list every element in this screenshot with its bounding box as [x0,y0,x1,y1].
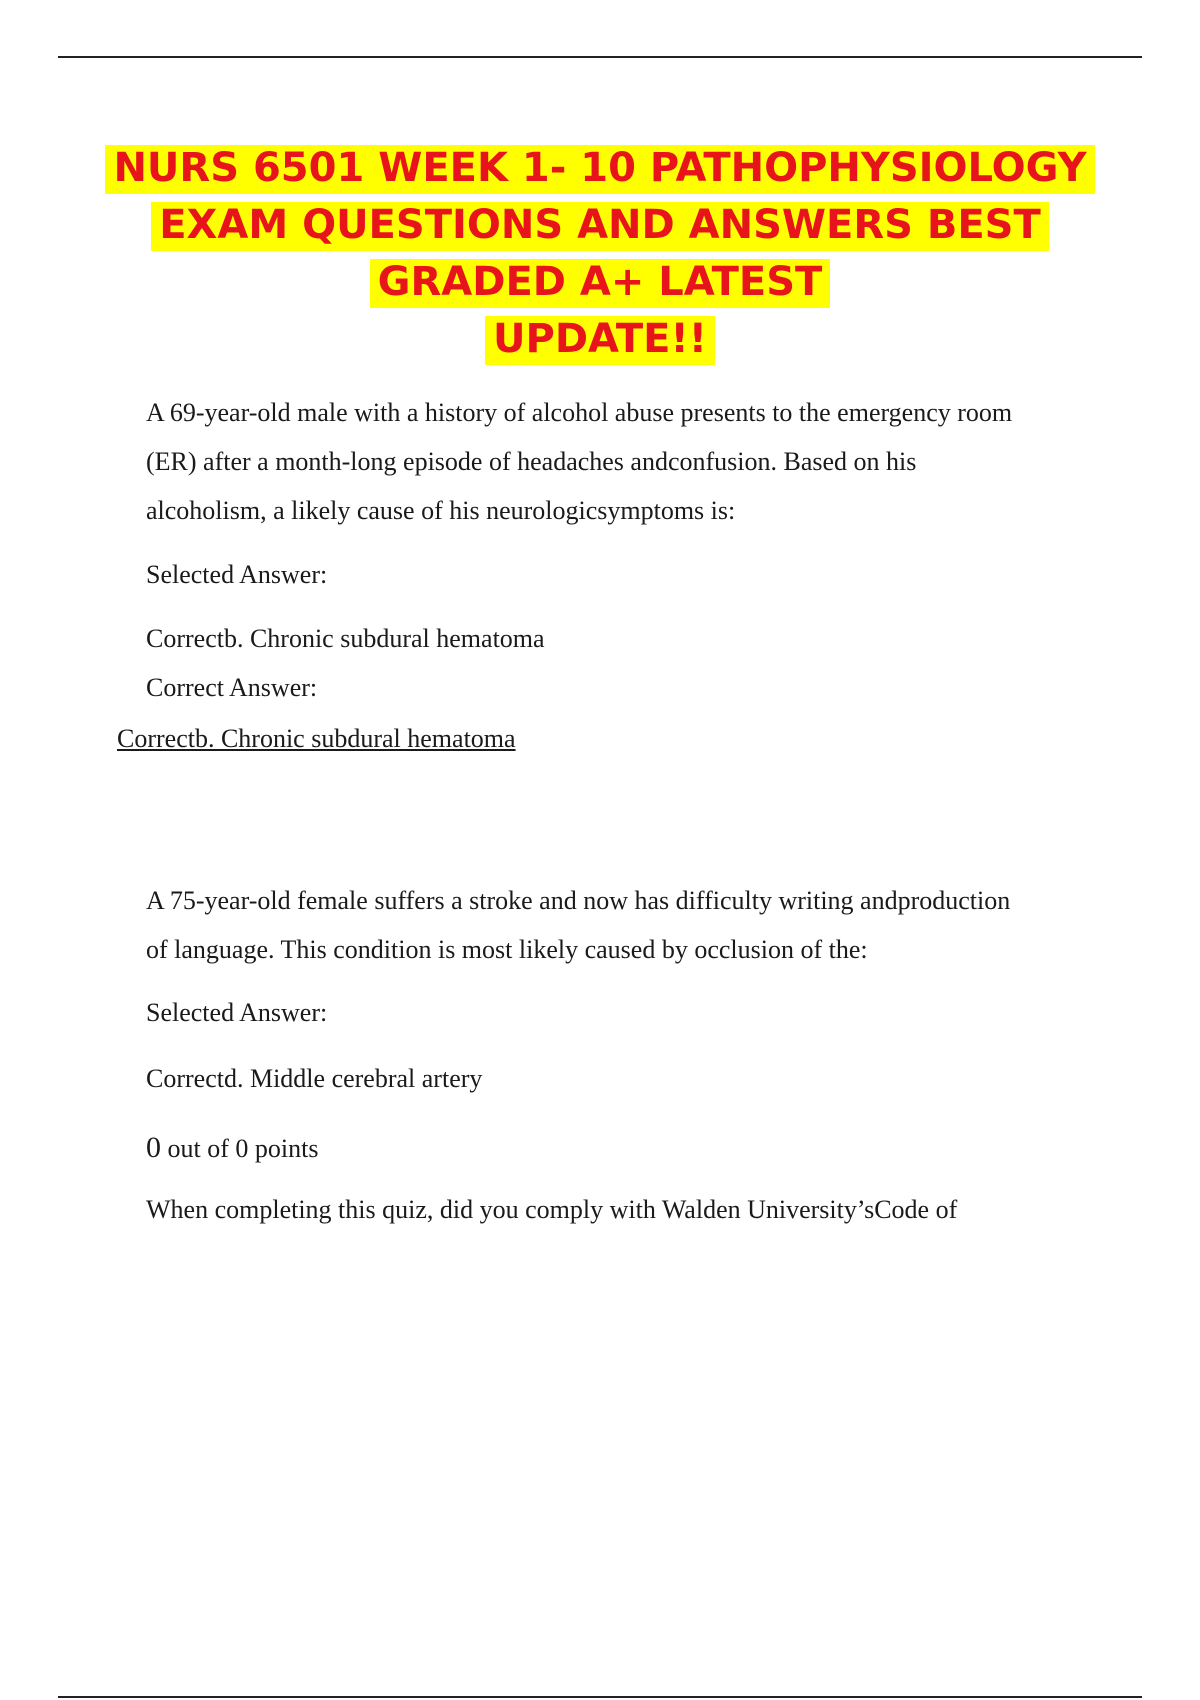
question-1-prompt-line: (ER) after a month-long episode of headaches andconfusion. Based on his [146,447,917,476]
document-title [0,140,1200,368]
question-1-prompt-line: A 69-year-old male with a history of alcohol abuse presents to the emergency room [146,398,1013,427]
bottom-rule [58,1696,1142,1698]
title-line-2: EXAM QUESTIONS AND ANSWERS BEST [151,202,1049,251]
title-line-3: GRADED A+ LATEST [370,259,831,308]
question-3-prompt-line: When completing this quiz, did you comply with Walden University’sCode of [146,1195,958,1224]
question-2-selected-answer: Correctd. Middle cerebral artery [146,1064,483,1093]
question-1-selected-label: Selected Answer: [146,560,328,589]
title-line-4: UPDATE!! [485,316,715,365]
points-text: out of 0 points [161,1134,319,1163]
question-3-prompt [146,1185,957,1234]
question-1-prompt [146,388,1012,535]
question-1-correct-answer: Correctb. Chronic subdural hematoma [117,724,516,753]
points-number: 0 [146,1131,161,1164]
top-rule [58,56,1142,58]
question-1-prompt-line: alcoholism, a likely cause of his neurologicsymptoms is: [146,496,736,525]
question-2-prompt-line: A 75-year-old female suffers a stroke and now has difficulty writing andproduction [146,886,1011,915]
question-2-points [146,1123,318,1173]
question-2-prompt-line: of language. This condition is most likely caused by occlusion of the: [146,935,868,964]
title-line-1: NURS 6501 WEEK 1- 10 PATHOPHYSIOLOGY [105,145,1094,194]
question-1-selected-answer: Correctb. Chronic subdural hematoma [146,624,545,653]
question-2-prompt [146,876,1010,974]
question-1-correct-label: Correct Answer: [146,673,318,702]
question-2-selected-label: Selected Answer: [146,998,328,1027]
